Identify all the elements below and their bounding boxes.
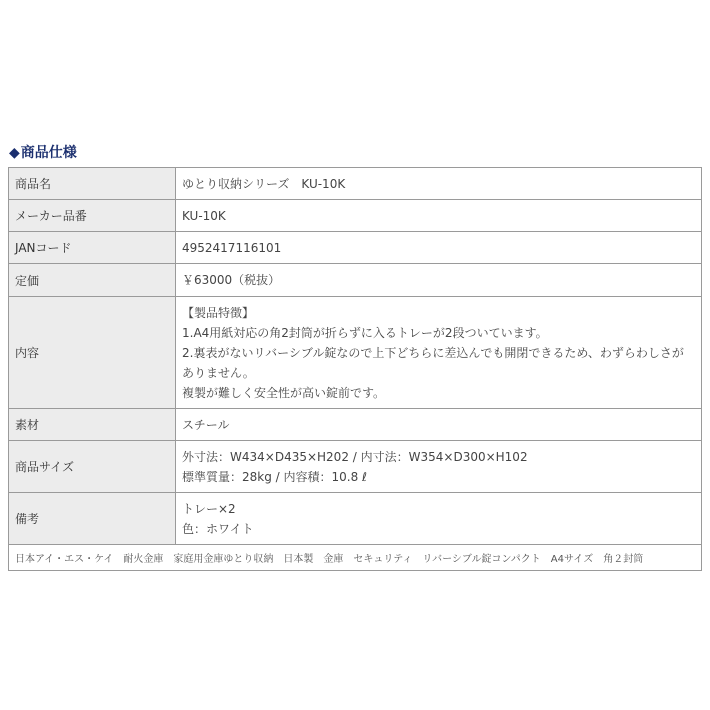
- diamond-icon: ◆: [9, 145, 20, 161]
- row-label: 商品名: [9, 168, 176, 200]
- row-label: 素材: [9, 409, 176, 441]
- row-label: 内容: [9, 297, 176, 409]
- value-line: ゆとり収納シリーズ KU-10K: [182, 176, 346, 191]
- table-row: [9, 264, 702, 297]
- table-row: [9, 232, 702, 264]
- row-value: [176, 232, 702, 264]
- table-row: [9, 200, 702, 232]
- table-row: [9, 409, 702, 441]
- value-line: 複製が難しく安全性が高い錠前です。: [182, 385, 386, 400]
- table-row: [9, 493, 702, 545]
- row-value: [176, 264, 702, 297]
- row-label: 備考: [9, 493, 176, 545]
- value-line: 標準質量：28kg / 内容積：10.8 ℓ: [182, 469, 367, 484]
- row-value: [176, 409, 702, 441]
- row-value: [176, 297, 702, 409]
- row-value: [176, 200, 702, 232]
- value-line: スチール: [182, 417, 230, 432]
- value-line: KU-10K: [182, 208, 226, 223]
- value-line: トレー×2: [182, 501, 236, 516]
- value-line: ￥63000（税抜）: [182, 273, 281, 287]
- value-line: 2.裏表がないリバーシブル錠なので上下どちらに差込んでも開閉できるため、わずらわしさがありません。: [182, 345, 684, 380]
- row-label: メーカー品番: [9, 200, 176, 232]
- row-value: [176, 441, 702, 493]
- section-title-text: 商品仕様: [20, 145, 77, 161]
- value-line: 色：ホワイト: [182, 521, 254, 536]
- row-label: JANコード: [9, 232, 176, 264]
- spec-table: [8, 167, 702, 571]
- keywords-line: 日本アイ・エス・ケイ 耐火金庫 家庭用金庫ゆとり収納 日本製 金庫 セキュリティ リバーシブル錠コンパクト A4サイズ 角２封筒: [9, 545, 702, 571]
- value-line: 4952417116101: [182, 240, 282, 255]
- row-value: [176, 493, 702, 545]
- table-row: [9, 168, 702, 200]
- section-title: [9, 143, 77, 163]
- row-value: [176, 168, 702, 200]
- table-row: [9, 441, 702, 493]
- table-row: [9, 297, 702, 409]
- row-label: 商品サイズ: [9, 441, 176, 493]
- value-line: 外寸法：W434×D435×H202 / 内寸法：W354×D300×H102: [182, 449, 528, 464]
- row-label: 定価: [9, 264, 176, 297]
- value-line: 1.A4用紙対応の角2封筒が折らずに入るトレーが2段ついています。: [182, 325, 548, 340]
- value-line: 【製品特徴】: [182, 305, 255, 320]
- table-row: [9, 545, 702, 571]
